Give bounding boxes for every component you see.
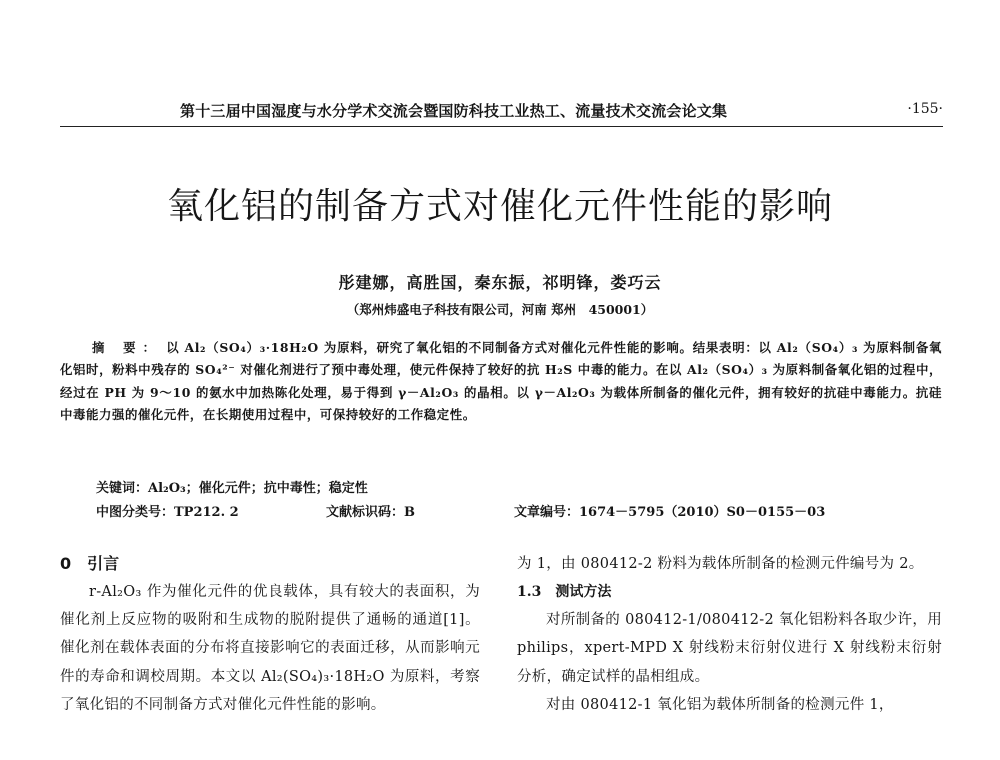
abstract xyxy=(60,337,942,426)
page-number: ·155· xyxy=(907,101,943,117)
article-title: 氧化铝的制备方式对催化元件性能的影响 xyxy=(166,186,833,227)
keywords: 关键词：Al₂O₃；催化元件；抗中毒性；稳定性 xyxy=(96,481,368,496)
affiliation: （郑州炜盛电子科技有限公司，河南 郑州 450001） xyxy=(346,302,654,317)
left-column xyxy=(60,550,480,719)
abstract-label: 摘 要： xyxy=(92,340,163,355)
running-head xyxy=(60,100,943,127)
document-code: 文献标识码：B xyxy=(326,505,415,520)
abstract-text: 以 Al₂（SO₄）₃·18H₂O 为原料，研究了氧化铝的不同制备方式对催化元件性能的影响。结果表明：以 Al₂（SO₄）₃ 为原料制备氧化铝时，粉料中残存的 SO₄²⁻ 对催化剂进行了预中毒处理，使元件保持了较好的抗 H₂S 中毒的能力。在以 Al₂（SO₄）₃ 为原料制备氧化铝的过程中，经过在 PH 为 9～10 的氨水中加热陈化处理，易于得到 γ－Al₂O₃ 的晶相。以 γ－Al₂O₃ 为载体所制备的催化元件，拥有较好的抗硅中毒能力。抗硅中毒能力强的催化元件，在长期使用过程中，可保持较好的工作稳定性。 xyxy=(60,340,942,422)
intro-paragraph: r-Al₂O₃ 作为催化元件的优良载体，具有较大的表面积，为催化剂上反应物的吸附和生成物的脱附提供了通畅的通道[1]。催化剂在载体表面的分布将直接影响它的表面迁移，从而影响元件的寿命和调校周期。本文以 Al₂(SO₄)₃·18H₂O 为原料，考察了氧化铝的不同制备方式对催化元件性能的影响。 xyxy=(60,584,480,713)
subsection-heading-test-method: 1.3 测试方法 xyxy=(517,584,612,601)
article-number: 文章编号：1674－5795（2010）S0－0155－03 xyxy=(514,505,826,520)
continued-paragraph: 为 1，由 080412-2 粉料为载体所制备的检测元件编号为 2。 xyxy=(517,556,924,572)
test-method-paragraph: 对所制备的 080412-1/080412-2 氧化铝粉料各取少许，用 philips，xpert-MPD X 射线粉末衍射仪进行 X 射线粉末衍射分析，确定试样的晶相组成。 xyxy=(517,612,942,685)
authors: 彤建娜，高胜国，秦东振，祁明锋，娄巧云 xyxy=(338,273,662,292)
classification-number: 中图分类号：TP212. 2 xyxy=(96,505,239,520)
section-heading-introduction: 0 引言 xyxy=(60,554,120,573)
right-column xyxy=(517,550,942,719)
running-head-title: 第十三届中国湿度与水分学术交流会暨国防科技工业热工、流量技术交流会论文集 xyxy=(180,102,728,120)
element-paragraph: 对由 080412-1 氧化铝为载体所制备的检测元件 1， xyxy=(546,696,894,713)
